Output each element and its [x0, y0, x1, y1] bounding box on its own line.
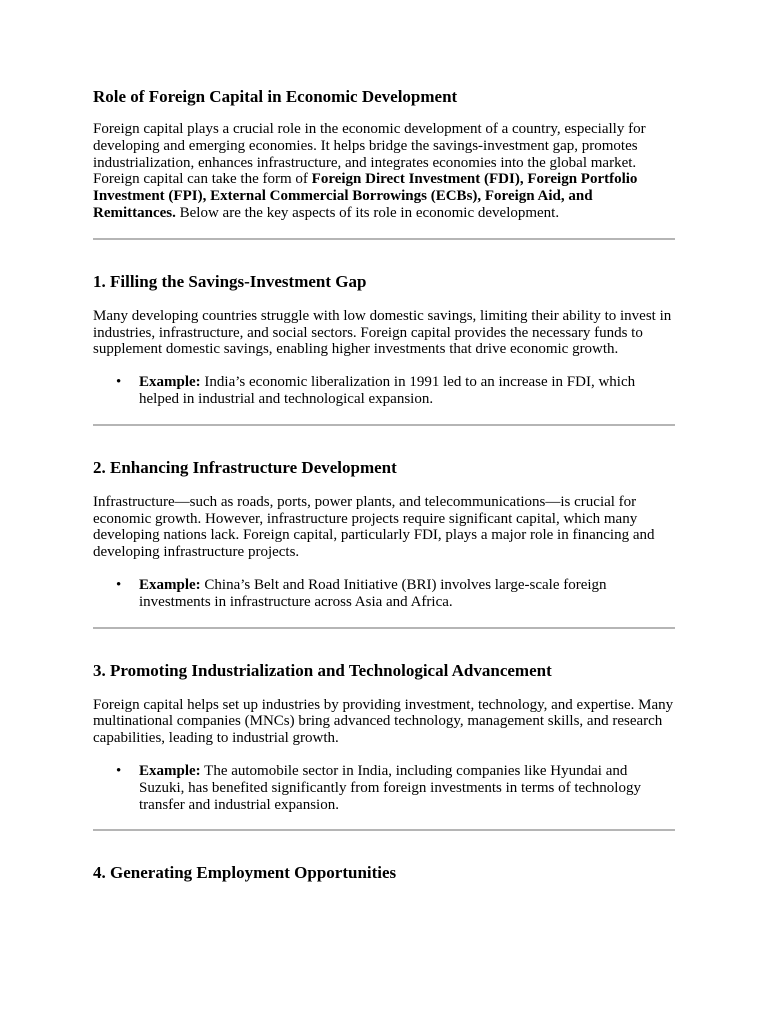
section-heading-infrastructure: 2. Enhancing Infrastructure Development	[93, 457, 397, 477]
section-body-savings-gap: Many developing countries struggle with low domestic savings, limiting their ability to invest in industries, infrastructure, and social sectors. Foreign capital provides the necessary funds to supplement domestic savings, enabling higher investments that drive economic growth.	[93, 307, 672, 358]
example-label: Example:	[139, 374, 201, 391]
section-divider	[93, 238, 675, 240]
example-list-savings-gap	[93, 374, 675, 408]
list-item	[93, 763, 675, 813]
bullet-icon: •	[116, 576, 122, 593]
section-divider	[93, 627, 675, 629]
section-body-infrastructure: Infrastructure—such as roads, ports, power plants, and telecommunications—is crucial for economic growth. However, infrastructure projects require significant capital, which many developing nations lack. Foreign capital, particularly FDI, plays a major role in financing and developing infrastructure projects.	[93, 493, 655, 561]
list-item	[93, 577, 675, 611]
list-item	[93, 374, 675, 408]
section-divider	[93, 829, 675, 831]
section-divider	[93, 424, 675, 426]
example-label: Example:	[139, 762, 201, 779]
bullet-icon: •	[116, 762, 122, 779]
document-content	[93, 86, 675, 884]
example-text: India’s economic liberalization in 1991 led to an increase in FDI, which helped in industrial and technological expansion.	[139, 374, 636, 407]
document-title: Role of Foreign Capital in Economic Development	[93, 87, 458, 106]
example-list-industrialization	[93, 763, 675, 813]
section-heading-industrialization: 3. Promoting Industrialization and Technological Advancement	[93, 660, 552, 680]
intro-paragraph	[93, 121, 675, 222]
intro-text-end: Below are the key aspects of its role in economic development.	[175, 204, 560, 221]
intro-capital-forms: Foreign Direct Investment (FDI), Foreign Portfolio Investment (FPI), External Commercial Borrowings (ECBs), Foreign Aid, and Remittances.	[93, 171, 638, 221]
example-label: Example:	[139, 576, 201, 593]
example-text: China’s Belt and Road Initiative (BRI) involves large-scale foreign investments in infrastructure across Asia and Africa.	[139, 576, 607, 610]
section-heading-employment: 4. Generating Employment Opportunities	[93, 863, 397, 883]
section-heading-savings-gap: 1. Filling the Savings-Investment Gap	[93, 271, 367, 291]
bullet-icon: •	[116, 374, 122, 391]
example-list-infrastructure	[93, 577, 675, 611]
section-body-industrialization: Foreign capital helps set up industries by providing investment, technology, and expertise. Many multinational companies (MNCs) bring advanced technology, management skills, and research capabilities, leading to industrial growth.	[93, 696, 674, 747]
intro-text-start: Foreign capital plays a crucial role in the economic development of a country, especially for developing and emerging economies. It helps bridge the savings-investment gap, promotes industrialization, enhances infrastructure, and integrates economies into the global market. Foreign capital can take the form of	[93, 121, 646, 188]
example-text: The automobile sector in India, including companies like Hyundai and Suzuki, has benefited significantly from foreign investments in terms of technology transfer and industrial expansion.	[139, 762, 641, 813]
